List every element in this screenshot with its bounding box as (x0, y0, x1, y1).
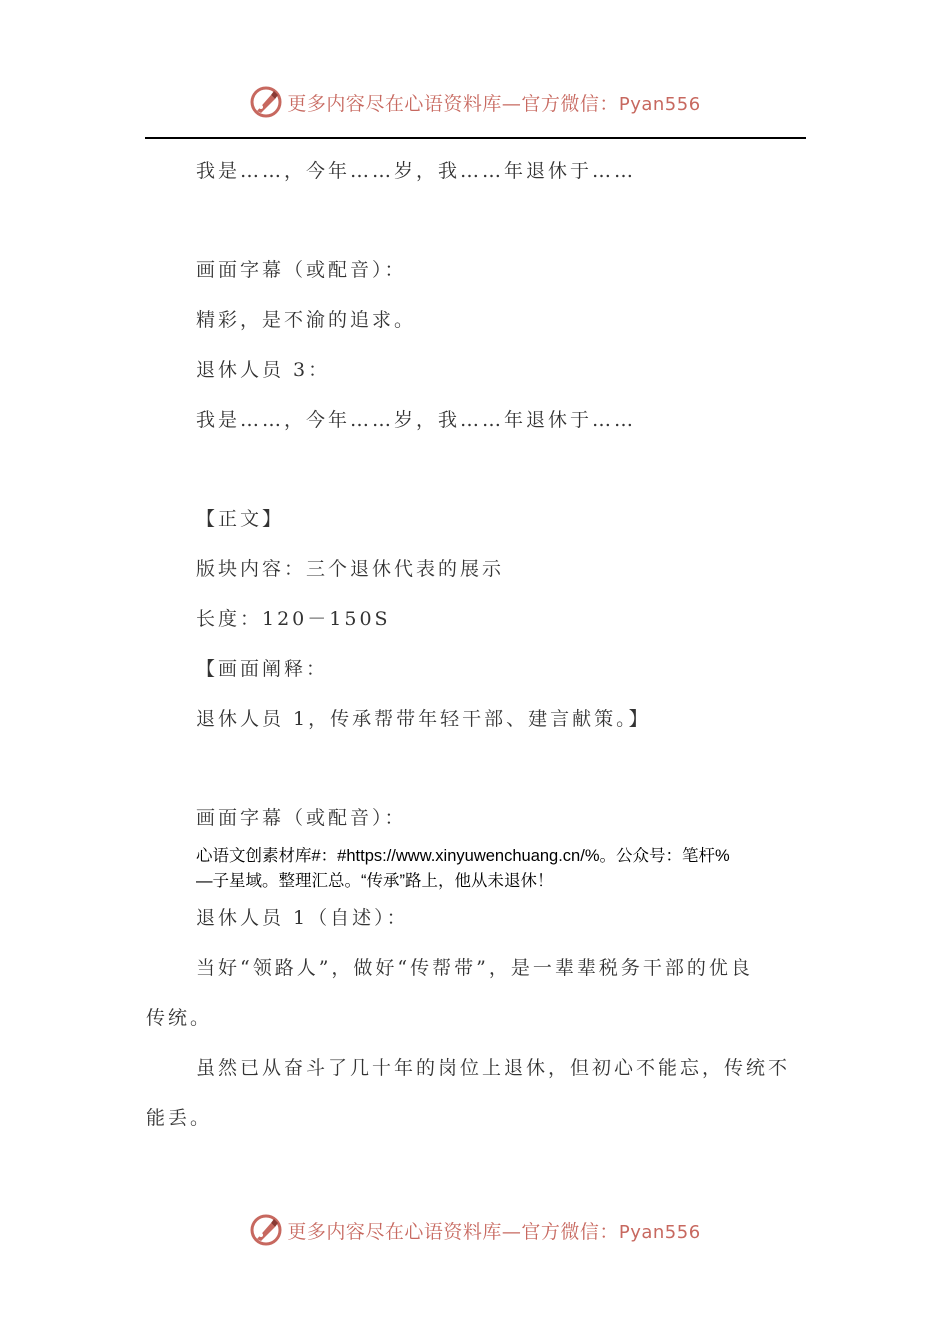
watermark-line: —子星域。整理汇总。“传承”路上，他从未退休！ (196, 872, 554, 890)
banner-text: 更多内容尽在心语资料库—官方微信：Pyan556 (287, 1220, 701, 1243)
header-banner (0, 80, 950, 124)
pen-logo-icon (249, 1213, 283, 1247)
body-line: 长度：120－150S (196, 608, 391, 630)
body-line: 传统。 (146, 1007, 213, 1029)
body-line: 版块内容：三个退休代表的展示 (196, 558, 505, 580)
banner-text: 更多内容尽在心语资料库—官方微信：Pyan556 (287, 92, 701, 115)
body-line: 能丢。 (146, 1107, 213, 1129)
body-line: 退休人员 3： (196, 359, 331, 381)
footer-banner (0, 1208, 950, 1252)
body-line: 【画面阐释： (196, 658, 329, 680)
pen-logo-icon (249, 85, 283, 119)
body-line: 虽然已从奋斗了几十年的岗位上退休，但初心不能忘，传统不 (196, 1057, 791, 1079)
body-line: 当好“领路人”，做好“传帮带”，是一辈辈税务干部的优良 (196, 957, 753, 979)
body-line: 画面字幕（或配音）： (196, 807, 407, 829)
header-rule (145, 137, 806, 139)
body-line: 画面字幕（或配音）： (196, 259, 407, 281)
body-line: 我是……，今年……岁，我……年退休于…… (196, 160, 637, 182)
body-line: 退休人员 1，传承帮带年轻干部、建言献策。】 (196, 708, 651, 730)
body-line: 我是……，今年……岁，我……年退休于…… (196, 409, 637, 431)
body-line: 退休人员 1（自述）： (196, 907, 409, 929)
watermark-line: 心语文创素材库#：#https://www.xinyuwenchuang.cn/%。公众号：笔杆% (196, 847, 730, 865)
section-heading: 【正文】 (196, 508, 285, 530)
body-line: 精彩，是不渝的追求。 (196, 309, 417, 331)
